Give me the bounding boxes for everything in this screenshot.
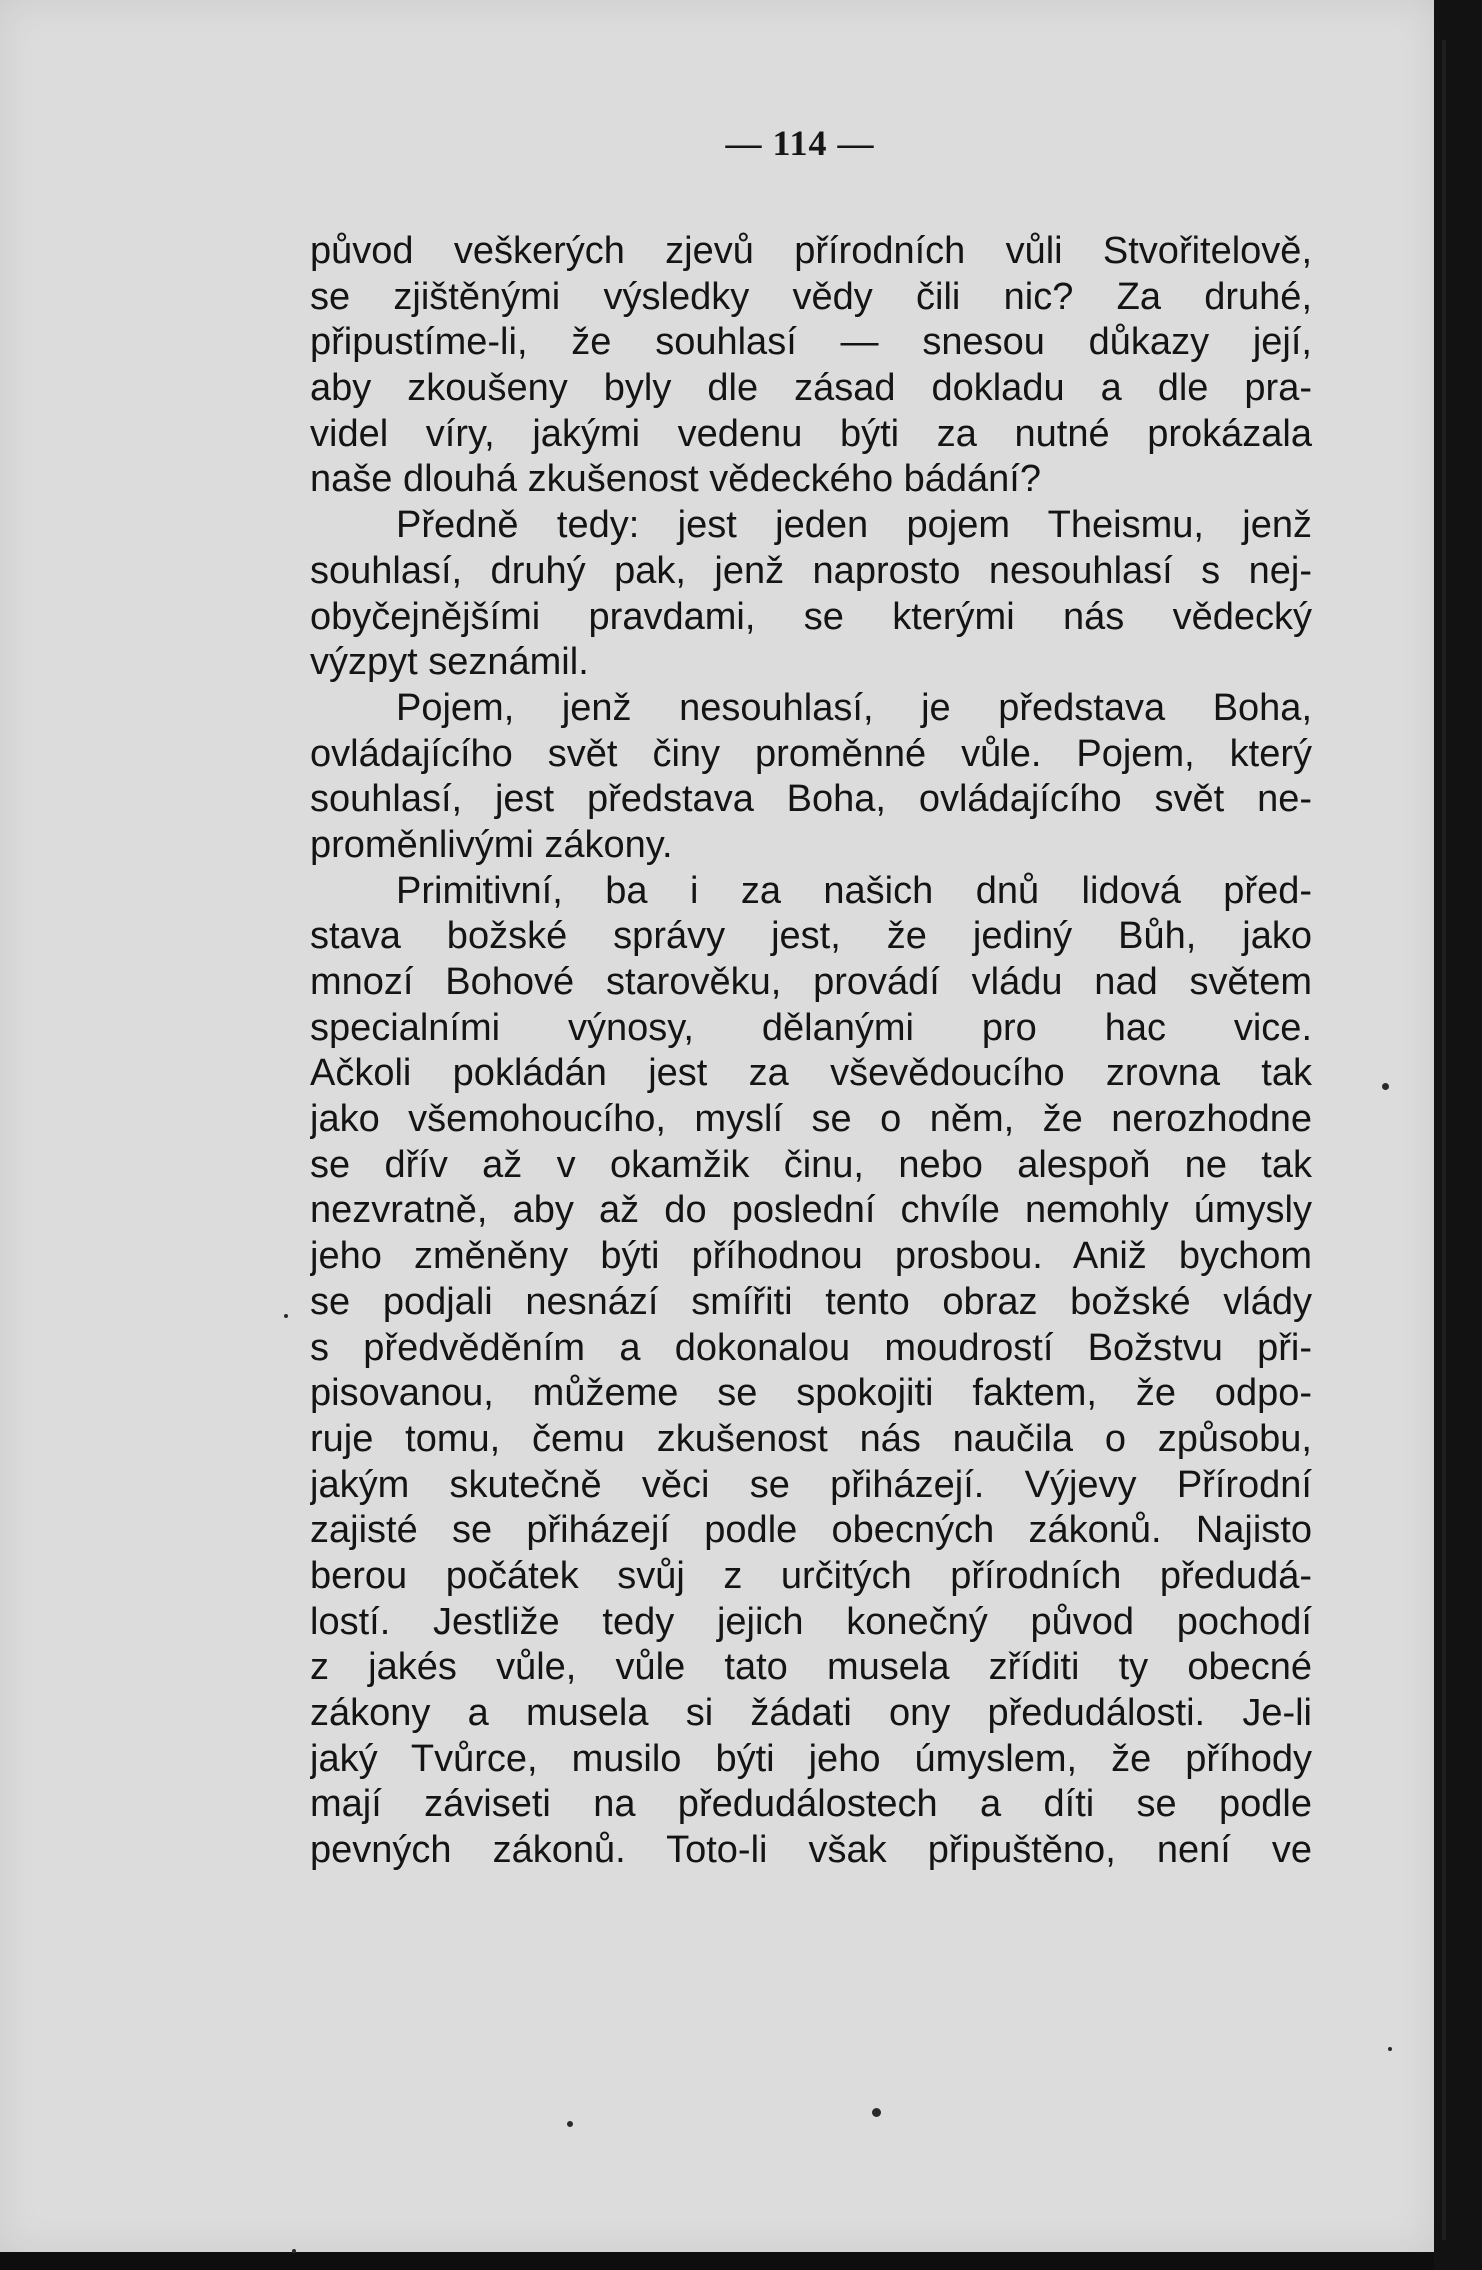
page-number: — 114 — [725,123,875,163]
text-line: proměnlivými zákony. [310,823,673,866]
page-bottom-shadow [0,2252,1434,2270]
text-line: mnozí Bohové starověku, provádí vládu nad světem [310,961,1312,1003]
text-line: specialními výnosy, dělanými pro hac vice. [310,1006,1312,1049]
text-line: nezvratně, aby až do poslední chvíle nemohly úmysly [310,1189,1312,1232]
text-line: jeho změněny býti příhodnou prosbou. Aniž bychom [310,1235,1312,1278]
text-line: berou počátek svůj z určitých přírodních předudá- [310,1554,1312,1597]
text-line: Pojem, jenž nesouhlasí, je představa Boha, [396,686,1312,729]
text-line: se podjali nesnází smířiti tento obraz božské vlády [310,1280,1312,1323]
text-line: videl víry, jakými vedenu býti za nutné prokázala [310,412,1312,455]
text-line: naše dlouhá zkušenost vědeckého bádání? [310,458,1041,501]
text-line: z jakés vůle, vůle tato musela zříditi ty obecné [310,1646,1312,1689]
text-line: pevných zákonů. Toto-li však připuštěno, není ve [310,1829,1312,1872]
text-line: lostí. Jestliže tedy jejich konečný původ pochodí [310,1600,1312,1643]
text-line: pisovanou, můžeme se spokojiti faktem, že odpo- [310,1372,1312,1415]
body-text [310,229,1312,1874]
text-line: se zjištěnými výsledky vědy čili nic? Za druhé, [310,275,1312,318]
text-line: Předně tedy: jest jeden pojem Theismu, jenž [396,504,1312,547]
text-line: souhlasí, druhý pak, jenž naprosto nesouhlasí s nej- [310,549,1312,592]
scan-speck [872,2108,881,2117]
text-line: obyčejnějšími pravdami, se kterými nás vědecký [310,595,1312,638]
text-line: jakým skutečně věci se přiházejí. Výjevy Přírodní [310,1463,1312,1506]
text-line: výzpyt seznámil. [310,641,589,684]
text-line: ruje tomu, čemu zkušenost nás naučila o způsobu, [310,1417,1312,1460]
binding-edge [1442,40,1446,2240]
text-line: mají záviseti na předudálostech a díti se podle [310,1783,1312,1826]
text-line: s předvěděním a dokonalou moudrostí Božstvu při- [310,1326,1312,1369]
text-line: původ veškerých zjevů přírodních vůli Stvořitelově, [310,230,1312,272]
scan-speck [567,2121,573,2127]
text-line: jako všemohoucího, myslí se o něm, že nerozhodne [310,1098,1312,1141]
text-line: souhlasí, jest představa Boha, ovládajícího svět ne- [310,778,1312,821]
text-line: Ačkoli pokládán jest za vševědoucího zrovna tak [310,1052,1312,1095]
scan-speck [1382,1083,1389,1090]
scan-speck [1388,2047,1392,2051]
text-line: jaký Tvůrce, musilo býti jeho úmyslem, že příhody [310,1737,1312,1780]
scan-speck [284,1314,288,1318]
text-line: zákony a musela si žádati ony předudálosti. Je-li [310,1692,1312,1734]
text-line: zajisté se přiházejí podle obecných zákonů. Najisto [310,1509,1312,1552]
text-line: ovládajícího svět činy proměnné vůle. Pojem, který [310,732,1312,775]
text-line: se dřív až v okamžik činu, nebo alespoň ne tak [310,1143,1312,1186]
text-line: stava božské správy jest, že jediný Bůh, jako [310,915,1312,958]
text-line: připustíme-li, že souhlasí — snesou důkazy její, [310,321,1312,364]
text-line: Primitivní, ba i za našich dnů lidová před- [396,869,1312,912]
text-line: aby zkoušeny byly dle zásad dokladu a dle pra- [310,367,1312,410]
scan-speck [292,2249,296,2253]
